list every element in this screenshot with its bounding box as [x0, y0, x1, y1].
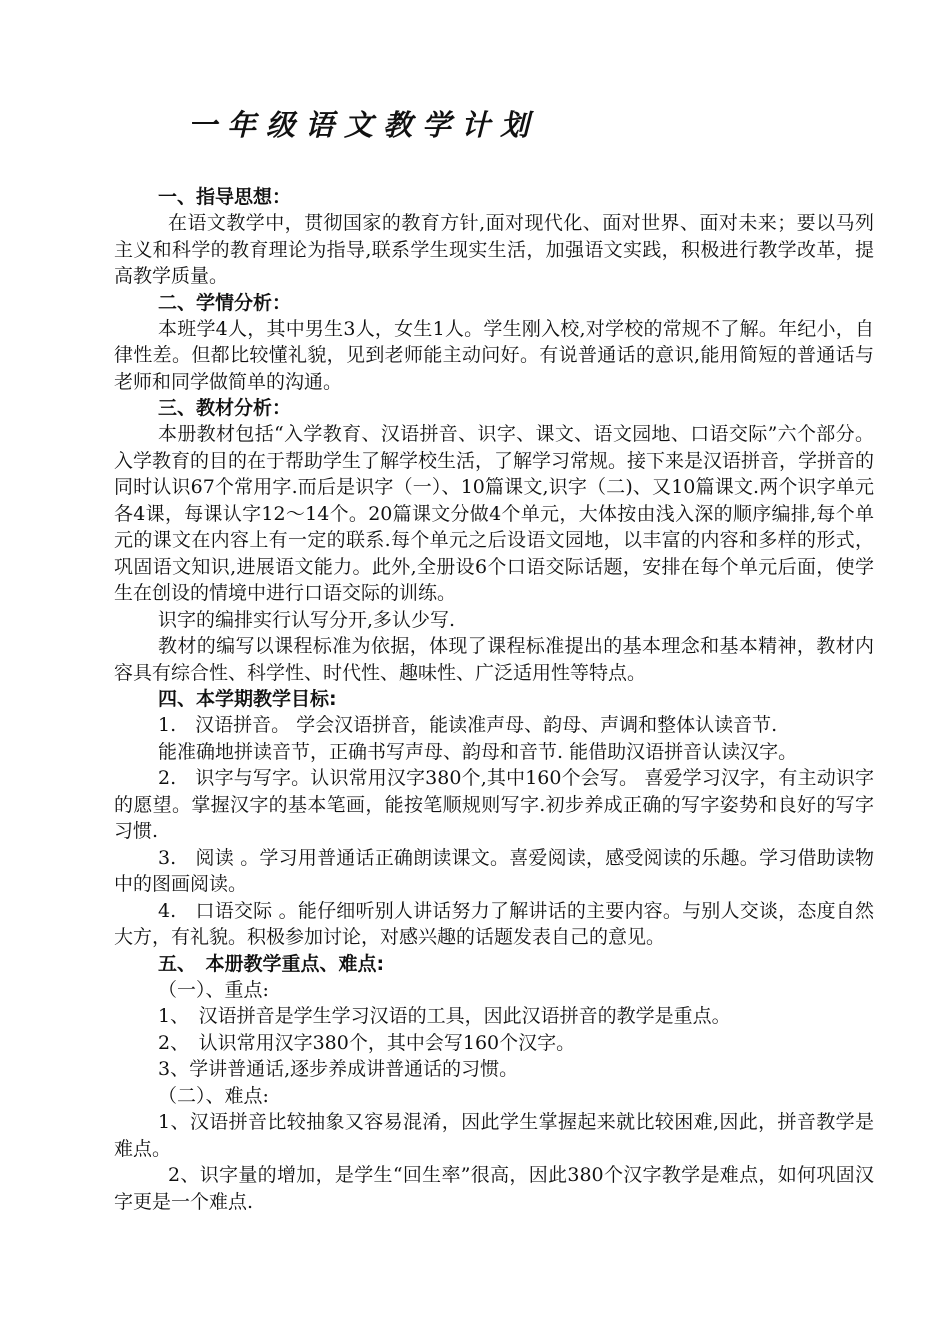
paragraph: 识字的编排实行认写分开,多认少写. — [158, 608, 456, 631]
paragraph: 1. 汉语拼音。 学会汉语拼音，能读准声母、韵母、声调和整体认读音节. — [158, 714, 778, 736]
paragraph: 2. 识字与写字。认识常用汉字380个,其中160个会写。 喜爱学习汉字，有主动识字的愿望。掌握汉字的基本笔画，能按笔顺规则写字.初步养成正确的写字姿势和良好的写字习惯. — [114, 767, 874, 842]
list-item: 2、 认识常用汉字380个，其中会写160个汉字。 — [158, 1031, 576, 1054]
paragraph: 本班学4人，其中男生3人，女生1人。学生刚入校,对学校的常规不了解。年纪小，自律性差。但都比较懂礼貌，见到老师能主动问好。有说普通话的意识,能用简短的普通话与老师和同学做简单的沟通。 — [114, 317, 874, 393]
paragraph: 在语文教学中，贯彻国家的教育方针,面对现代化、面对世界、面对未来；要以马列主义和科学的教育理论为指导,联系学生现实生活，加强语文实践，积极进行教学改革，提高教学质量。 — [114, 212, 874, 287]
page-title: 一年级语文教学计划 — [188, 108, 540, 142]
section-heading-key-points: 五、 本册教学重点、难点: — [158, 952, 385, 975]
subheading-difficulties: （二）、难点: — [158, 1084, 269, 1107]
document-page — [114, 92, 874, 1215]
list-item: 1、 汉语拼音是学生学习汉语的工具，因此汉语拼音的教学是重点。 — [158, 1005, 731, 1027]
paragraph: 4. 口语交际 。能仔细听别人讲话努力了解讲话的主要内容。与别人交谈，态度自然大方，有礼貌。积极参加讨论，对感兴趣的话题发表自己的意见。 — [114, 899, 874, 948]
subheading-key-points: （一）、重点: — [158, 978, 269, 1001]
paragraph: 能准确地拼读音节，正确书写声母、韵母和音节. 能借助汉语拼音认读汉字。 — [158, 740, 798, 763]
list-item: 3、学讲普通话,逐步养成讲普通话的习惯。 — [158, 1058, 519, 1080]
section-heading-term-goals: 四、本学期教学目标: — [158, 688, 337, 710]
paragraph: 2、识字量的增加，是学生“回生率”很高，因此380个汉字教学是难点，如何巩固汉字更是一个难点. — [114, 1164, 874, 1213]
section-heading-guiding-ideas: 一、指导思想： — [158, 186, 292, 208]
paragraph: 教材的编写以课程标准为依据，体现了课程标准提出的基本理念和基本精神，教材内容具有综合性、科学性、时代性、趣味性、广泛适用性等特点。 — [114, 635, 874, 684]
section-heading-student-analysis: 二、学情分析： — [158, 291, 292, 314]
paragraph: 3. 阅读 。学习用普通话正确朗读课文。喜爱阅读，感受阅读的乐趣。学习借助读物中的图画阅读。 — [114, 846, 874, 895]
paragraph: 本册教材包括“入学教育、汉语拼音、识字、课文、语文园地、口语交际”六个部分。入学教育的目的在于帮助学生了解学校生活，了解学习常规。接下来是汉语拼音，学拼音的同时认识67个常用字.而后是识字（一）、10篇课文,识字（二)、又10篇课文.两个识字单元各4课，每课认字12～14个。20篇课文分做4个单元，大体按由浅入深的顺序编排,每个单元的课文在内容上有一定的联系.每个单元之后设语文园地，以丰富的内容和多样的形式，巩固语文知识,进展语文能力。此外,全册设6个口语交际话题，安排在每个单元后面，使学生在创设的情境中进行口语交际的训练。 — [114, 423, 875, 604]
paragraph: 1、汉语拼音比较抽象又容易混淆，因此学生掌握起来就比较困难,因此，拼音教学是难点。 — [114, 1111, 874, 1160]
section-heading-textbook-analysis: 三、教材分析： — [158, 397, 292, 419]
